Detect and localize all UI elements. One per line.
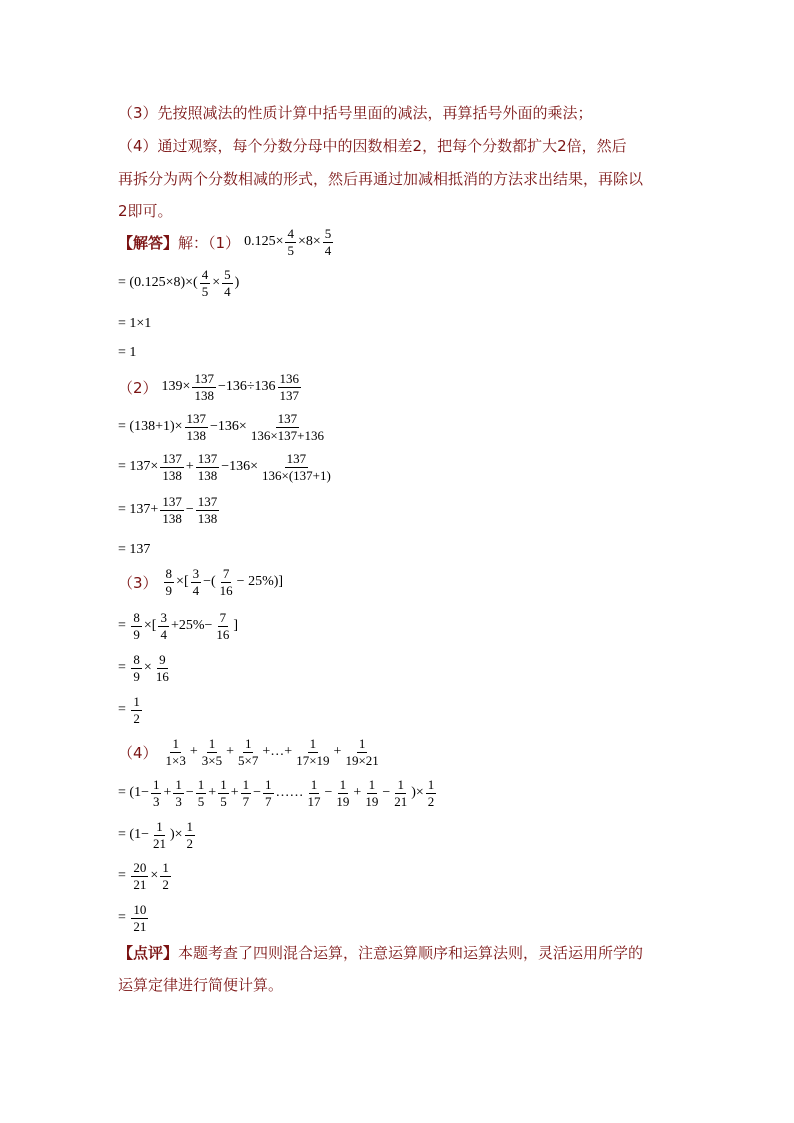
expr-text: (138+1)×: [129, 419, 183, 435]
expr-text: )×: [169, 827, 183, 843]
minus-sign: −: [382, 785, 391, 801]
equals-sign: =: [118, 345, 126, 360]
times-sign: ×: [143, 660, 152, 676]
fraction: $\frac{1}{21}$: [394, 777, 408, 809]
solution-1-result: [118, 345, 136, 361]
problem-label: （3）: [118, 573, 158, 592]
expr-text: 137×: [129, 459, 159, 475]
fraction: $\frac{10}{21}$: [133, 902, 147, 934]
plus-sign: +: [163, 785, 172, 801]
analysis-step-4-line-2: 再拆分为两个分数相减的形式，然后再通过加减相抵消的方法求出结果，再除以: [118, 170, 644, 188]
equals-sign: =: [118, 618, 126, 634]
fraction: $\frac{5}{4}$: [324, 226, 332, 258]
fraction: $\frac{1}{7}$: [242, 777, 250, 809]
solution-3-step-1: [118, 611, 238, 641]
equals-sign: =: [118, 702, 126, 718]
solution-4-step-3: [118, 861, 173, 891]
fraction: $\frac{1}{19}$: [365, 777, 379, 809]
plus-sign: +: [226, 744, 235, 760]
solution-2-result: [118, 542, 150, 558]
fraction: $\frac{7}{16}$: [219, 566, 233, 598]
fraction: $\frac{3}{4}$: [160, 610, 167, 642]
solution-1-problem: [118, 227, 335, 257]
expr-text: ×8×: [297, 234, 321, 250]
expr-text: ……: [275, 785, 304, 801]
fraction: $\frac{137}{136\times(137+1)}$: [262, 451, 331, 483]
analysis-step-4-line-1: （4）通过观察，每个分数分母中的因数相差2，把每个分数都扩大2倍，然后: [118, 137, 627, 155]
fraction: $\frac{137}{138}$: [162, 451, 182, 483]
comment-line-1: [118, 946, 678, 961]
fraction: $\frac{1}{2}$: [133, 694, 140, 726]
fraction: $\frac{20}{21}$: [133, 860, 147, 892]
expr-text: 137+: [129, 502, 159, 518]
expr-text: −136×: [221, 459, 259, 475]
fraction: $\frac{8}{9}$: [133, 652, 140, 684]
equals-sign: =: [118, 660, 126, 676]
plus-sign: +: [230, 785, 239, 801]
problem-label: （2）: [118, 378, 158, 397]
minus-sign: −: [324, 785, 333, 801]
fraction: $\frac{4}{5}$: [287, 226, 294, 258]
equals-sign: =: [118, 827, 126, 843]
expr-text: (1−: [129, 827, 149, 843]
expr-text: ): [234, 275, 240, 291]
expr-text: ×[: [176, 574, 189, 590]
fraction: $\frac{137}{136\times 137+136}$: [250, 411, 324, 443]
plus-sign: +: [208, 785, 217, 801]
problem-label: （4）: [118, 743, 158, 762]
solution-2-step-2: [118, 452, 335, 482]
fraction: $\frac{7}{16}$: [216, 610, 230, 642]
fraction: $\frac{8}{9}$: [133, 610, 140, 642]
solution-2-step-1: [118, 412, 328, 442]
fraction: $\frac{137}{138}$: [162, 494, 182, 526]
expr-text: ]: [233, 618, 239, 634]
expr-text: )×: [411, 785, 424, 801]
equals-sign: =: [118, 785, 126, 801]
comment-tag: 【点评】: [118, 944, 179, 962]
equals-sign: =: [118, 316, 126, 331]
expr-text: +…+: [262, 744, 293, 760]
solution-4-result: [118, 903, 150, 933]
expr-text: −136×: [210, 419, 247, 435]
expr-text: 0.125×: [244, 234, 284, 250]
solution-3-problem: [118, 567, 283, 597]
fraction: $\frac{1}{19}$: [336, 777, 350, 809]
fraction: $\frac{137}{138}$: [197, 451, 218, 483]
fraction: $\frac{1}{5}$: [197, 777, 205, 809]
equals-sign: =: [118, 275, 126, 291]
expr-text: (1−: [129, 785, 149, 801]
fraction: $\frac{1}{21}$: [152, 819, 166, 851]
expr-text: ×[: [143, 618, 157, 634]
plus-sign: +: [333, 744, 342, 760]
fraction: $\frac{8}{9}$: [165, 566, 173, 598]
answer-intro: 解：（1）: [178, 233, 241, 252]
comment-line-2: 运算定律进行简便计算。: [118, 976, 284, 994]
times-sign: ×: [212, 275, 221, 291]
fraction: $\frac{1}{5}$: [220, 777, 227, 809]
plus-sign: +: [189, 744, 198, 760]
plus-sign: +: [185, 459, 194, 475]
solution-3-result: [118, 695, 144, 725]
fraction: $\frac{1}{3\times 5}$: [201, 736, 223, 768]
fraction: $\frac{1}{2}$: [162, 860, 169, 892]
fraction: $\frac{1}{2}$: [186, 819, 194, 851]
solution-4-step-2: [118, 820, 197, 850]
fraction: $\frac{137}{138}$: [186, 411, 207, 443]
fraction: $\frac{9}{16}$: [155, 652, 169, 684]
equals-sign: =: [118, 419, 126, 435]
comment-text: 本题考查了四则混合运算，注意运算顺序和运算法则，灵活运用所学的: [178, 944, 644, 962]
expr-text: 1×1: [129, 316, 152, 331]
fraction: $\frac{1}{1\times 3}$: [165, 736, 186, 768]
expr-text: −(: [203, 574, 216, 590]
fraction: $\frac{3}{4}$: [192, 566, 200, 598]
fraction: $\frac{1}{19\times 21}$: [345, 736, 379, 768]
expr-text: 139×: [161, 379, 191, 395]
expr-text: 1: [129, 345, 137, 360]
fraction: $\frac{137}{138}$: [194, 371, 214, 403]
fraction: $\frac{1}{3}$: [152, 777, 160, 809]
times-sign: ×: [150, 868, 159, 884]
fraction: $\frac{1}{7}$: [265, 777, 272, 809]
minus-sign: −: [253, 785, 261, 801]
plus-sign: +: [353, 785, 362, 801]
fraction: $\frac{1}{2}$: [427, 777, 435, 809]
minus-sign: −: [185, 785, 194, 801]
solution-4-problem: [118, 737, 383, 767]
minus-sign: −: [185, 502, 194, 518]
solution-2-step-3: [118, 495, 221, 525]
analysis-step-3: （3）先按照减法的性质计算中括号里面的减法，再算括号外面的乘法；: [118, 104, 593, 122]
expr-text: − 25%)]: [236, 574, 284, 590]
solution-2-problem: [118, 372, 303, 402]
fraction: $\frac{4}{5}$: [201, 267, 209, 299]
fraction: $\frac{1}{17}$: [307, 777, 321, 809]
expr-text: 137: [129, 542, 151, 557]
equals-sign: =: [118, 459, 126, 475]
solution-1-step-1: [118, 268, 239, 298]
expr-text: +25%−: [170, 618, 213, 634]
equals-sign: =: [118, 502, 126, 518]
fraction: $\frac{1}{17\times 19}$: [296, 736, 330, 768]
fraction: $\frac{1}{5\times 7}$: [238, 736, 259, 768]
expr-text: −136÷136: [217, 379, 276, 395]
analysis-step-4-line-3: 2即可。: [118, 202, 173, 220]
equals-sign: =: [118, 910, 126, 926]
fraction: $\frac{5}{4}$: [224, 267, 231, 299]
fraction: $\frac{136}{137}$: [279, 371, 300, 403]
solution-1-step-2: [118, 316, 151, 332]
expr-text: (0.125×8)×(: [129, 275, 198, 291]
equals-sign: =: [118, 868, 126, 884]
fraction: $\frac{137}{138}$: [197, 494, 218, 526]
solution-3-step-2: [118, 653, 173, 683]
equals-sign: =: [118, 542, 126, 557]
answer-tag: 【解答】: [118, 233, 179, 252]
fraction: $\frac{1}{3}$: [175, 777, 182, 809]
solution-4-step-1: [118, 778, 438, 808]
